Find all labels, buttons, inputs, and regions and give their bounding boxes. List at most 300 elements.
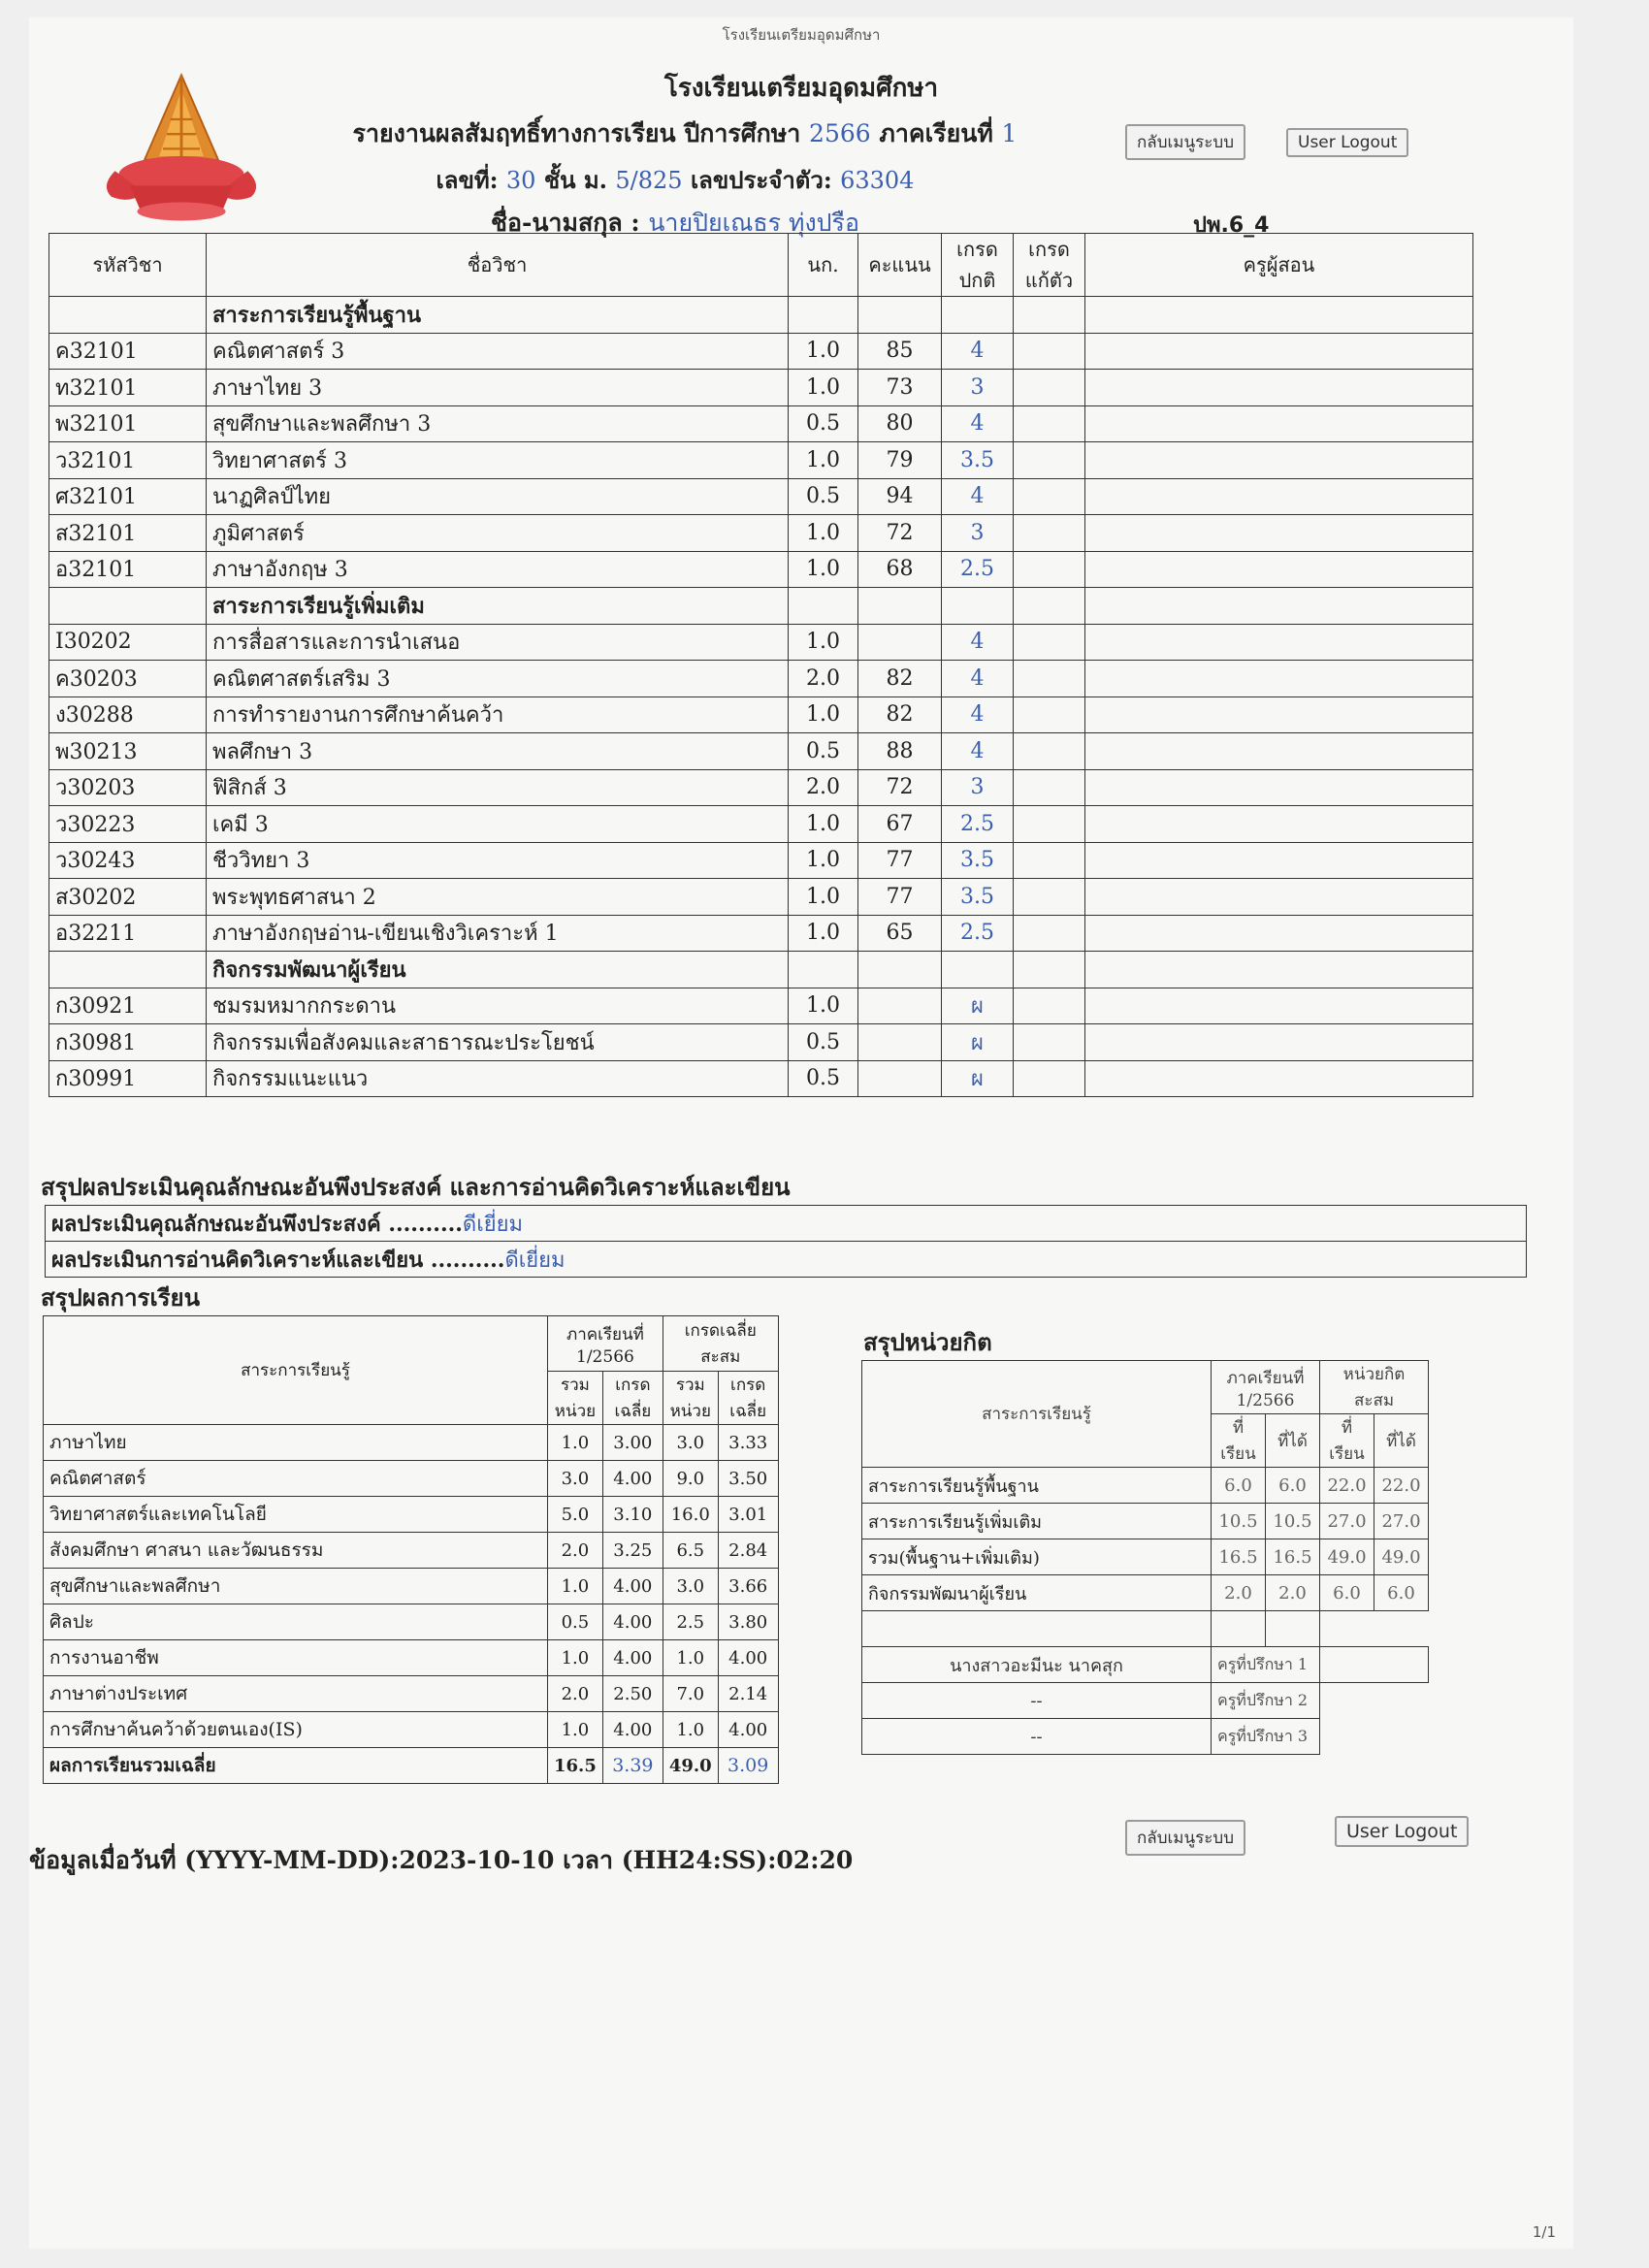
grade: 4 — [942, 697, 1014, 733]
blank-row — [862, 1611, 1429, 1647]
regrade — [1014, 515, 1085, 552]
credit: 1.0 — [789, 842, 858, 879]
total-label: ผลการเรียนรวมเฉลี่ย — [44, 1748, 548, 1784]
sem-gpa: 3.00 — [602, 1425, 663, 1461]
teacher — [1085, 624, 1473, 661]
subject-code: พ32101 — [49, 405, 207, 442]
subject-code: ค30203 — [49, 661, 207, 697]
empty-cell — [1266, 1611, 1320, 1647]
student-name-line: ชื่อ-นามสกุล : นายปิยเณธร ทุ่งปรือ — [490, 209, 859, 237]
col-score: คะแนน — [858, 234, 942, 297]
table-row — [49, 478, 1473, 515]
regrade — [1014, 697, 1085, 733]
school-name-heading: โรงเรียนเตรียมอุดมศึกษา — [663, 74, 939, 103]
sem-gpa: 3.25 — [602, 1533, 663, 1569]
table-row — [49, 1060, 1473, 1097]
credit: 1.0 — [789, 370, 858, 406]
assessment-row: ผลประเมินคุณลักษณะอันพึงประสงค์ ..........ดีเยี่ยม — [46, 1206, 1527, 1242]
grade: 4 — [942, 478, 1014, 515]
credit: 1.0 — [789, 442, 858, 479]
table-row — [49, 442, 1473, 479]
table-row — [49, 806, 1473, 843]
credit: 1.0 — [789, 988, 858, 1024]
teacher — [1085, 697, 1473, 733]
regrade — [1014, 297, 1085, 334]
results-row — [44, 1712, 779, 1748]
subject-name: การทำรายงานการศึกษาค้นคว้า — [207, 697, 789, 733]
score: 88 — [858, 733, 942, 770]
subject-code: ก30921 — [49, 988, 207, 1024]
subject-code: ก30991 — [49, 1060, 207, 1097]
subject-name: ชีววิทยา 3 — [207, 842, 789, 879]
browser-header-title: โรงเรียนเตรียมอุดมศึกษา — [722, 26, 881, 44]
sem-earned: 16.5 — [1266, 1539, 1320, 1575]
subject-name: ชมรมหมากกระดาน — [207, 988, 789, 1024]
score: 82 — [858, 697, 942, 733]
sem-studied: 2.0 — [1212, 1575, 1266, 1611]
subject-code: พ30213 — [49, 733, 207, 770]
sem-gpa: 4.00 — [602, 1569, 663, 1604]
regrade — [1014, 806, 1085, 843]
grade: 2.5 — [942, 806, 1014, 843]
grade: 3.5 — [942, 879, 1014, 916]
subject-name: เคมี 3 — [207, 806, 789, 843]
cum-studied: 27.0 — [1320, 1504, 1374, 1539]
page-number: 1/1 — [1532, 2223, 1556, 2241]
data-timestamp: ข้อมูลเมื่อวันที่ (YYYY-MM-DD):2023-10-10 เวลา (HH24:SS):02:20 — [29, 1846, 854, 1874]
col-code: รหัสวิชา — [49, 234, 207, 297]
cum-gpa: 4.00 — [718, 1640, 778, 1676]
units-sub-studied: ที่เรียน — [1320, 1414, 1374, 1468]
cum-studied: 22.0 — [1320, 1468, 1374, 1504]
cum-gpa: 3.50 — [718, 1461, 778, 1497]
regrade — [1014, 442, 1085, 479]
credit: 1.0 — [789, 333, 858, 370]
score: 77 — [858, 879, 942, 916]
teacher — [1085, 1060, 1473, 1097]
cum-studied: 49.0 — [1320, 1539, 1374, 1575]
credit: 1.0 — [789, 624, 858, 661]
subject-name: คณิตศาสตร์ 3 — [207, 333, 789, 370]
units-row — [862, 1504, 1429, 1539]
form-code: ปพ.6_4 — [1193, 213, 1270, 238]
regrade — [1014, 842, 1085, 879]
area-name: สาระการเรียนรู้เพิ่มเติม — [862, 1504, 1212, 1539]
grade: 3 — [942, 769, 1014, 806]
grade: 4 — [942, 333, 1014, 370]
regrade — [1014, 478, 1085, 515]
col-grade: เกรด ปกติ — [942, 234, 1014, 297]
empty-cell — [1212, 1611, 1266, 1647]
results-table — [43, 1315, 779, 1784]
group-header-row — [49, 952, 1473, 988]
results-sub-units: รวม หน่วย — [548, 1372, 603, 1425]
empty-cell — [1320, 1611, 1374, 1647]
subject-name: พระพุทธศาสนา 2 — [207, 879, 789, 916]
empty-cell — [1320, 1683, 1429, 1719]
subject-name: คณิตศาสตร์เสริม 3 — [207, 661, 789, 697]
score: 73 — [858, 370, 942, 406]
grade — [942, 952, 1014, 988]
subject-name: พลศึกษา 3 — [207, 733, 789, 770]
sem-gpa: 4.00 — [602, 1461, 663, 1497]
advisor-name: นางสาวอะมีนะ นาคสุก — [862, 1647, 1212, 1683]
score — [858, 988, 942, 1024]
back-to-menu-button[interactable]: กลับเมนูระบบ — [1125, 124, 1245, 160]
subject-name: ภาษาไทย 3 — [207, 370, 789, 406]
score — [858, 1024, 942, 1061]
grade — [942, 297, 1014, 334]
units-sub-studied: ที่เรียน — [1212, 1414, 1266, 1468]
table-row — [49, 988, 1473, 1024]
grade: 3 — [942, 515, 1014, 552]
grade: 2.5 — [942, 915, 1014, 952]
empty-cell — [1320, 1719, 1429, 1755]
advisor-name: -- — [862, 1683, 1212, 1719]
table-row — [49, 405, 1473, 442]
area-name: สังคมศึกษา ศาสนา และวัฒนธรรม — [44, 1533, 548, 1569]
table-row — [49, 333, 1473, 370]
group-header-row — [49, 588, 1473, 625]
subject-name: สุขศึกษาและพลศึกษา 3 — [207, 405, 789, 442]
area-name: การศึกษาค้นคว้าด้วยตนเอง(IS) — [44, 1712, 548, 1748]
cum-units: 1.0 — [663, 1712, 718, 1748]
grade: 2.5 — [942, 551, 1014, 588]
sem-units: 1.0 — [548, 1569, 603, 1604]
table-row — [49, 769, 1473, 806]
results-col-sem: ภาคเรียนที่ 1/2566 — [548, 1316, 663, 1372]
area-name: ศิลปะ — [44, 1604, 548, 1640]
sem-gpa: 4.00 — [602, 1604, 663, 1640]
teacher — [1085, 405, 1473, 442]
sem-units: 2.0 — [548, 1533, 603, 1569]
credit — [789, 297, 858, 334]
subject-name: การสื่อสารและการนำเสนอ — [207, 624, 789, 661]
grade: ผ — [942, 1024, 1014, 1061]
results-row — [44, 1497, 779, 1533]
cum-units: 1.0 — [663, 1640, 718, 1676]
grade: 3.5 — [942, 842, 1014, 879]
units-row — [862, 1468, 1429, 1504]
regrade — [1014, 624, 1085, 661]
results-col-area: สาระการเรียนรู้ — [44, 1316, 548, 1425]
teacher — [1085, 806, 1473, 843]
sem-gpa: 4.00 — [602, 1640, 663, 1676]
grade: 4 — [942, 733, 1014, 770]
area-name: ภาษาต่างประเทศ — [44, 1676, 548, 1712]
sem-studied: 10.5 — [1212, 1504, 1266, 1539]
cum-studied: 6.0 — [1320, 1575, 1374, 1611]
teacher — [1085, 988, 1473, 1024]
results-row — [44, 1569, 779, 1604]
grade: 3.5 — [942, 442, 1014, 479]
credit: 1.0 — [789, 879, 858, 916]
credit — [789, 588, 858, 625]
subject-name: ภาษาอังกฤษ 3 — [207, 551, 789, 588]
sem-units: 1.0 — [548, 1640, 603, 1676]
results-row — [44, 1640, 779, 1676]
credit: 0.5 — [789, 1060, 858, 1097]
grade: 4 — [942, 624, 1014, 661]
advisor-row — [862, 1719, 1429, 1755]
results-sub-gpa: เกรด เฉลี่ย — [718, 1372, 778, 1425]
results-sub-gpa: เกรด เฉลี่ย — [602, 1372, 663, 1425]
score: 72 — [858, 769, 942, 806]
report-title: รายงานผลสัมฤทธิ์ทางการเรียน ปีการศึกษา 2566 ภาคเรียนที่ 1 — [352, 119, 1018, 147]
sem-units: 1.0 — [548, 1712, 603, 1748]
score: 67 — [858, 806, 942, 843]
cum-earned: 6.0 — [1374, 1575, 1429, 1611]
grade: ผ — [942, 1060, 1014, 1097]
credit: 2.0 — [789, 769, 858, 806]
units-sub-earned: ที่ได้ — [1374, 1414, 1429, 1468]
sem-gpa: 4.00 — [602, 1712, 663, 1748]
sem-gpa: 3.10 — [602, 1497, 663, 1533]
cum-units: 2.5 — [663, 1604, 718, 1640]
teacher — [1085, 551, 1473, 588]
teacher — [1085, 515, 1473, 552]
teacher — [1085, 733, 1473, 770]
subject-code: ก30981 — [49, 1024, 207, 1061]
results-row — [44, 1604, 779, 1640]
cum-units: 7.0 — [663, 1676, 718, 1712]
grade — [942, 588, 1014, 625]
subject-name: ฟิสิกส์ 3 — [207, 769, 789, 806]
score — [858, 952, 942, 988]
score — [858, 297, 942, 334]
subject-code: ค32101 — [49, 333, 207, 370]
subject-name: ภาษาอังกฤษอ่าน-เขียนเชิงวิเคราะห์ 1 — [207, 915, 789, 952]
score: 79 — [858, 442, 942, 479]
sem-units: 2.0 — [548, 1676, 603, 1712]
empty-cell — [1374, 1611, 1429, 1647]
table-row — [49, 915, 1473, 952]
subject-code — [49, 297, 207, 334]
subject-code: ศ32101 — [49, 478, 207, 515]
sem-earned: 6.0 — [1266, 1468, 1320, 1504]
group-header-row — [49, 297, 1473, 334]
col-subject: ชื่อวิชา — [207, 234, 789, 297]
teacher — [1085, 879, 1473, 916]
score — [858, 588, 942, 625]
total-sem-units: 16.5 — [548, 1748, 603, 1784]
advisor-role: ครูที่ปรึกษา 1 — [1212, 1647, 1320, 1683]
user-logout-button-bottom[interactable]: User Logout — [1335, 1816, 1469, 1847]
score: 72 — [858, 515, 942, 552]
units-table — [861, 1360, 1429, 1755]
area-name: กิจกรรมพัฒนาผู้เรียน — [862, 1575, 1212, 1611]
regrade — [1014, 915, 1085, 952]
subject-name: กิจกรรมแนะแนว — [207, 1060, 789, 1097]
teacher — [1085, 1024, 1473, 1061]
credit: 1.0 — [789, 515, 858, 552]
results-row — [44, 1533, 779, 1569]
subject-name: วิทยาศาสตร์ 3 — [207, 442, 789, 479]
area-name: คณิตศาสตร์ — [44, 1461, 548, 1497]
teacher — [1085, 952, 1473, 988]
sem-earned: 2.0 — [1266, 1575, 1320, 1611]
subject-code: ท32101 — [49, 370, 207, 406]
advisor-row — [862, 1683, 1429, 1719]
empty-cell — [1320, 1647, 1429, 1683]
results-sub-units: รวม หน่วย — [663, 1372, 718, 1425]
score: 80 — [858, 405, 942, 442]
advisor-role: ครูที่ปรึกษา 2 — [1212, 1683, 1320, 1719]
teacher — [1085, 370, 1473, 406]
total-cum-gpa: 3.09 — [718, 1748, 778, 1784]
regrade — [1014, 1060, 1085, 1097]
table-row — [49, 551, 1473, 588]
table-row — [49, 515, 1473, 552]
regrade — [1014, 988, 1085, 1024]
subject-code: อ32211 — [49, 915, 207, 952]
credit: 0.5 — [789, 478, 858, 515]
regrade — [1014, 1024, 1085, 1061]
area-name: รวม(พื้นฐาน+เพิ่มเติม) — [862, 1539, 1212, 1575]
cum-units: 16.0 — [663, 1497, 718, 1533]
subject-name: สาระการเรียนรู้เพิ่มเติม — [207, 588, 789, 625]
score: 94 — [858, 478, 942, 515]
credit: 0.5 — [789, 405, 858, 442]
score: 85 — [858, 333, 942, 370]
subject-code: I30202 — [49, 624, 207, 661]
results-row — [44, 1676, 779, 1712]
cum-earned: 27.0 — [1374, 1504, 1429, 1539]
score: 68 — [858, 551, 942, 588]
regrade — [1014, 661, 1085, 697]
advisor-name: -- — [862, 1719, 1212, 1755]
subject-code: ว30243 — [49, 842, 207, 879]
teacher — [1085, 297, 1473, 334]
assessment-row: ผลประเมินการอ่านคิดวิเคราะห์และเขียน ..........ดีเยี่ยม — [46, 1242, 1527, 1278]
teacher — [1085, 333, 1473, 370]
table-row — [49, 697, 1473, 733]
table-row — [49, 624, 1473, 661]
assessment-title: สรุปผลประเมินคุณลักษณะอันพึงประสงค์ และการอ่านคิดวิเคราะห์และเขียน — [41, 1173, 791, 1201]
subject-code: ว30203 — [49, 769, 207, 806]
area-name: สาระการเรียนรู้พื้นฐาน — [862, 1468, 1212, 1504]
sem-studied: 16.5 — [1212, 1539, 1266, 1575]
subject-code: อ32101 — [49, 551, 207, 588]
regrade — [1014, 769, 1085, 806]
teacher — [1085, 478, 1473, 515]
grade: 4 — [942, 661, 1014, 697]
score — [858, 624, 942, 661]
sem-units: 5.0 — [548, 1497, 603, 1533]
table-row — [49, 370, 1473, 406]
units-col-sem: ภาคเรียนที่ 1/2566 — [1212, 1361, 1320, 1414]
credit: 2.0 — [789, 661, 858, 697]
user-logout-button[interactable]: User Logout — [1286, 128, 1408, 157]
credit: 1.0 — [789, 697, 858, 733]
col-teacher: ครูผู้สอน — [1085, 234, 1473, 297]
cum-units: 3.0 — [663, 1425, 718, 1461]
subject-code: ง30288 — [49, 697, 207, 733]
units-row — [862, 1539, 1429, 1575]
cum-units: 9.0 — [663, 1461, 718, 1497]
regrade — [1014, 551, 1085, 588]
area-name: การงานอาชีพ — [44, 1640, 548, 1676]
advisor-row — [862, 1647, 1429, 1683]
score: 77 — [858, 842, 942, 879]
sem-studied: 6.0 — [1212, 1468, 1266, 1504]
teacher — [1085, 661, 1473, 697]
score — [858, 1060, 942, 1097]
subject-code: ว30223 — [49, 806, 207, 843]
cum-earned: 22.0 — [1374, 1468, 1429, 1504]
credit: 0.5 — [789, 733, 858, 770]
table-row — [49, 1024, 1473, 1061]
assessment-table — [45, 1205, 1527, 1278]
sem-gpa: 2.50 — [602, 1676, 663, 1712]
teacher — [1085, 588, 1473, 625]
subject-name: นาฏศิลป์ไทย — [207, 478, 789, 515]
results-row — [44, 1425, 779, 1461]
regrade — [1014, 370, 1085, 406]
score: 65 — [858, 915, 942, 952]
credit: 1.0 — [789, 806, 858, 843]
regrade — [1014, 588, 1085, 625]
results-col-cum: เกรดเฉลี่ยสะสม — [663, 1316, 778, 1372]
subject-name: กิจกรรมเพื่อสังคมและสาธารณะประโยชน์ — [207, 1024, 789, 1061]
cum-gpa: 3.33 — [718, 1425, 778, 1461]
sem-units: 1.0 — [548, 1425, 603, 1461]
subject-code: ส30202 — [49, 879, 207, 916]
sem-units: 3.0 — [548, 1461, 603, 1497]
cum-gpa: 3.80 — [718, 1604, 778, 1640]
regrade — [1014, 405, 1085, 442]
units-sub-earned: ที่ได้ — [1266, 1414, 1320, 1468]
student-info-line: เลขที่: 30 ชั้น ม. 5/825 เลขประจำตัว: 63304 — [436, 166, 915, 194]
subject-code — [49, 952, 207, 988]
credit: 1.0 — [789, 915, 858, 952]
advisor-role: ครูที่ปรึกษา 3 — [1212, 1719, 1320, 1755]
results-title: สรุปผลการเรียน — [41, 1283, 201, 1312]
grade: 4 — [942, 405, 1014, 442]
grade: 3 — [942, 370, 1014, 406]
cum-earned: 49.0 — [1374, 1539, 1429, 1575]
area-name: ภาษาไทย — [44, 1425, 548, 1461]
empty-cell — [862, 1611, 1212, 1647]
units-title: สรุปหน่วยกิต — [863, 1328, 992, 1356]
regrade — [1014, 733, 1085, 770]
table-row — [49, 733, 1473, 770]
cum-gpa: 3.66 — [718, 1569, 778, 1604]
units-col-cum: หน่วยกิตสะสม — [1320, 1361, 1429, 1414]
regrade — [1014, 333, 1085, 370]
units-col-area: สาระการเรียนรู้ — [862, 1361, 1212, 1468]
score: 82 — [858, 661, 942, 697]
total-sem-gpa: 3.39 — [602, 1748, 663, 1784]
subject-name: ภูมิศาสตร์ — [207, 515, 789, 552]
credit: 1.0 — [789, 551, 858, 588]
report-sheet — [29, 17, 1573, 2249]
teacher — [1085, 769, 1473, 806]
cum-units: 6.5 — [663, 1533, 718, 1569]
back-to-menu-button-bottom[interactable]: กลับเมนูระบบ — [1125, 1820, 1245, 1856]
teacher — [1085, 442, 1473, 479]
subject-name: สาระการเรียนรู้พื้นฐาน — [207, 297, 789, 334]
table-row — [49, 661, 1473, 697]
units-row — [862, 1575, 1429, 1611]
grades-table — [48, 233, 1473, 1097]
area-name: วิทยาศาสตร์และเทคโนโลยี — [44, 1497, 548, 1533]
teacher — [1085, 842, 1473, 879]
col-regrade: เกรด แก้ตัว — [1014, 234, 1085, 297]
cum-gpa: 4.00 — [718, 1712, 778, 1748]
sem-units: 0.5 — [548, 1604, 603, 1640]
subject-code — [49, 588, 207, 625]
